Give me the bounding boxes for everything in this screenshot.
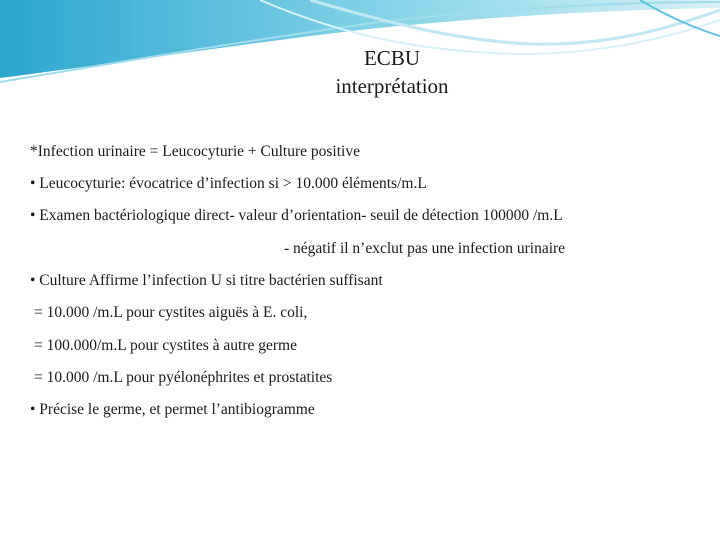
text-line-cystites-ecoli: = 10.000 /m.L pour cystites aiguës à E. coli, [34,304,308,321]
text-line-infection-definition: *Infection urinaire = Leucocyturie + Culture positive [30,143,360,160]
text-line-precise-germe: • Précise le germe, et permet l’antibiogramme [30,401,315,418]
text-line-negatif: - négatif il n’exclut pas une infection urinaire [284,240,566,257]
text-line-examen-direct: • Examen bactériologique direct- valeur d’orientation- seuil de détection 100000 /m.L [30,207,563,224]
text-line-culture: • Culture Affirme l’infection U si titre bactérien suffisant [30,272,383,289]
slide-title-line1: ECBU [363,46,420,70]
text-line-leucocyturie: • Leucocyturie: évocatrice d’infection si > 10.000 éléments/m.L [30,175,427,192]
slide-title-line2: interprétation [335,74,449,98]
text-line-cystites-autre: = 100.000/m.L pour cystites à autre germe [34,337,297,354]
text-line-pyelonephrites: = 10.000 /m.L pour pyélonéphrites et prostatites [34,369,333,386]
